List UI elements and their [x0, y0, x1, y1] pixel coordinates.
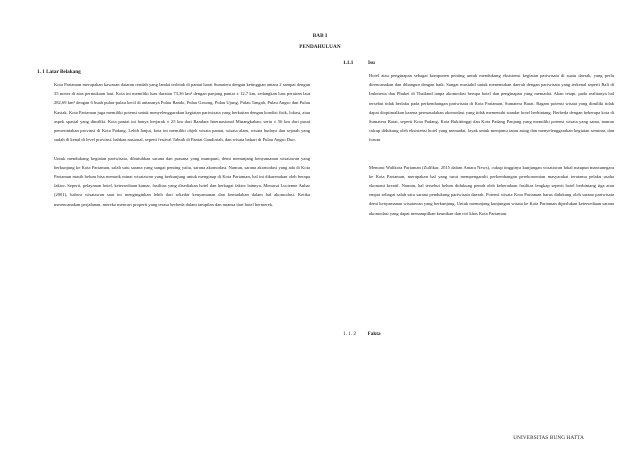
right-section-heading — [343, 60, 375, 66]
right-subsection-number: 1. 1. 2 — [343, 331, 356, 337]
right-subsection-title: Fakta — [367, 331, 381, 337]
right-subsection-heading — [343, 331, 381, 337]
right-paragraph-1: Hotel atau penginapan sebagai komponen penting untuk mendukung eksistensi kegiatan pariwisata di suatu daerah, yang perlu direncanakan dan dibangun dengan baik. Sangat mustahil untuk menemukan daerah dengan pariwisata yang terkenal seperti Bali di Indonesia dan Phuket di Thailand tanpa akomodasi berupa hotel dan penginapan yang memadai. Akan tetapi, pada realitanya hal tersebut tidak berlaku pada perkembangan pariwisata di Kota Pariaman, Sumatera Barat. Ragam potensi wisata yang dimiliki tidak dapat dioptimalkan karena permasalahan akomodasi yang tidak memenuhi standar hotel berbintang. Berbeda dengan beberapa kota di Sumatera Barat, seperti Kota Padang, Kota Bukittinggi dan Kota Padang Panjang yang memiliki potensi wisata yang sama, namun cukup didukung oleh eksistensi hotel yang memadai, layak untuk menjamu tamu asing dan menyelenggarakan kegiatan seminar, dan forum. — [369, 73, 614, 143]
right-section-number: 1.1.1 — [343, 60, 354, 66]
university-footer: UNIVERSITAS BUNG HATTA — [513, 435, 584, 441]
left-column — [54, 80, 310, 209]
chapter-number: BAB I — [312, 33, 328, 39]
right-column — [369, 71, 614, 218]
left-section-heading: 1. 1 Latar Belakang — [37, 69, 81, 75]
left-paragraph-1: Kota Pariaman merupakan kawasan dataran rendah yang landai terletak di pantai barat Sumatera dengan ketinggian antara 2 sampai dengan 35 meter di atas permukaan laut. Kota ini memiliki luas daratan 73,36 km² dengan panjang pantai ± 12,7 km, sedangkan luas perairan laut 282,69 km² dengan 6 buah pulau-pulau kecil di antaranya Pulau Bando, Pulau Gosong, Pulau Ujung, Pulau Tangah, Pulau Angso dan Pulau Kasiak. Kota Pariaman juga memiliki potensi untuk menyelenggarakan kegiatan pariwisata yang berkaitan dengan kondisi fisik, lokasi, atau aspek spasial yang dimiliki. Kota pantai ini hanya berjarak ± 25 km dari Bandara Internasional Minangkabau, serta ± 56 km dari pusat pemerintahan provinsi di Kota Padang. Lebih lanjut, kota ini memiliki objek wisata pantai, wisata alam, wisata budaya dan sejarah yang sudah di kenal di level provinsi, bahkan nasional, seperti festival Tabuik di Pantai Gandoriah, dan wisata bahari di Pulau Angso Duo. — [54, 82, 310, 143]
right-section-title: Isu — [367, 60, 375, 66]
right-paragraph-2: Menurut Walikota Pariaman (Zulfikar, 2015 dalam Antara News), cukup tingginya kunjungan wisatawan lokal maupun mancanegara ke Kota Pariaman, merupakan hal yang turut mempengaruhi perkembangan perekonomian masyarakat terutama pelaku usaha ekonomi kreatif. Namun, hal tersebut belum didukung penuh oleh keberadaan fasilitas lengkap seperti hotel berbintang tiga atau empat sebagai salah satu sarana pendukung pariwisata daerah. Potensi wisata Kota Pariaman harus didukung oleh sarana pariwisata demi kenyamanan wisatawan yang berkunjung. Untuk menunjang kunjungan wisata ke Kota Pariaman diperlukan ketersediaan sarana akomodasi yang dapat menampilkan keunikan dan ciri khas Kota Pariaman. — [369, 164, 614, 216]
left-paragraph-2: Untuk mendukung kegiatan pariwisata, dibutuhkan sarana dan prasana yang mumpuni, demi menunjang kenyamanan wisatawan yang berkunjung ke Kota Pariaman, salah satu sarana yang sangat penting yaitu, sarana akomodasi. Namun, sarana akomodasi yang ada di Kota Pariaman masih belum bisa menarik minat wisatawan yang berkunjung untuk menginap di Kota Pariaman, hal ini dikarenakan oleh berapa faktor. Seperti, pelayanan hotel, ketersediaan kamar, fasilitas yang disediakan hotel dan berbagai faktor lainnya. Menurut Lucienne Anhar (2001), bahwa wisatawan saat ini menginginkan lebih dari sekedar kenyamanan dan kemudahan dalam hal akomodasi. Ketika merencanakan perjalanan, mereka mencari properti yang terasa berbeda dalam tampilan dan nuansa dari hotel bermerek. — [54, 155, 310, 207]
chapter-title: PENDAHULUAN — [299, 44, 341, 50]
